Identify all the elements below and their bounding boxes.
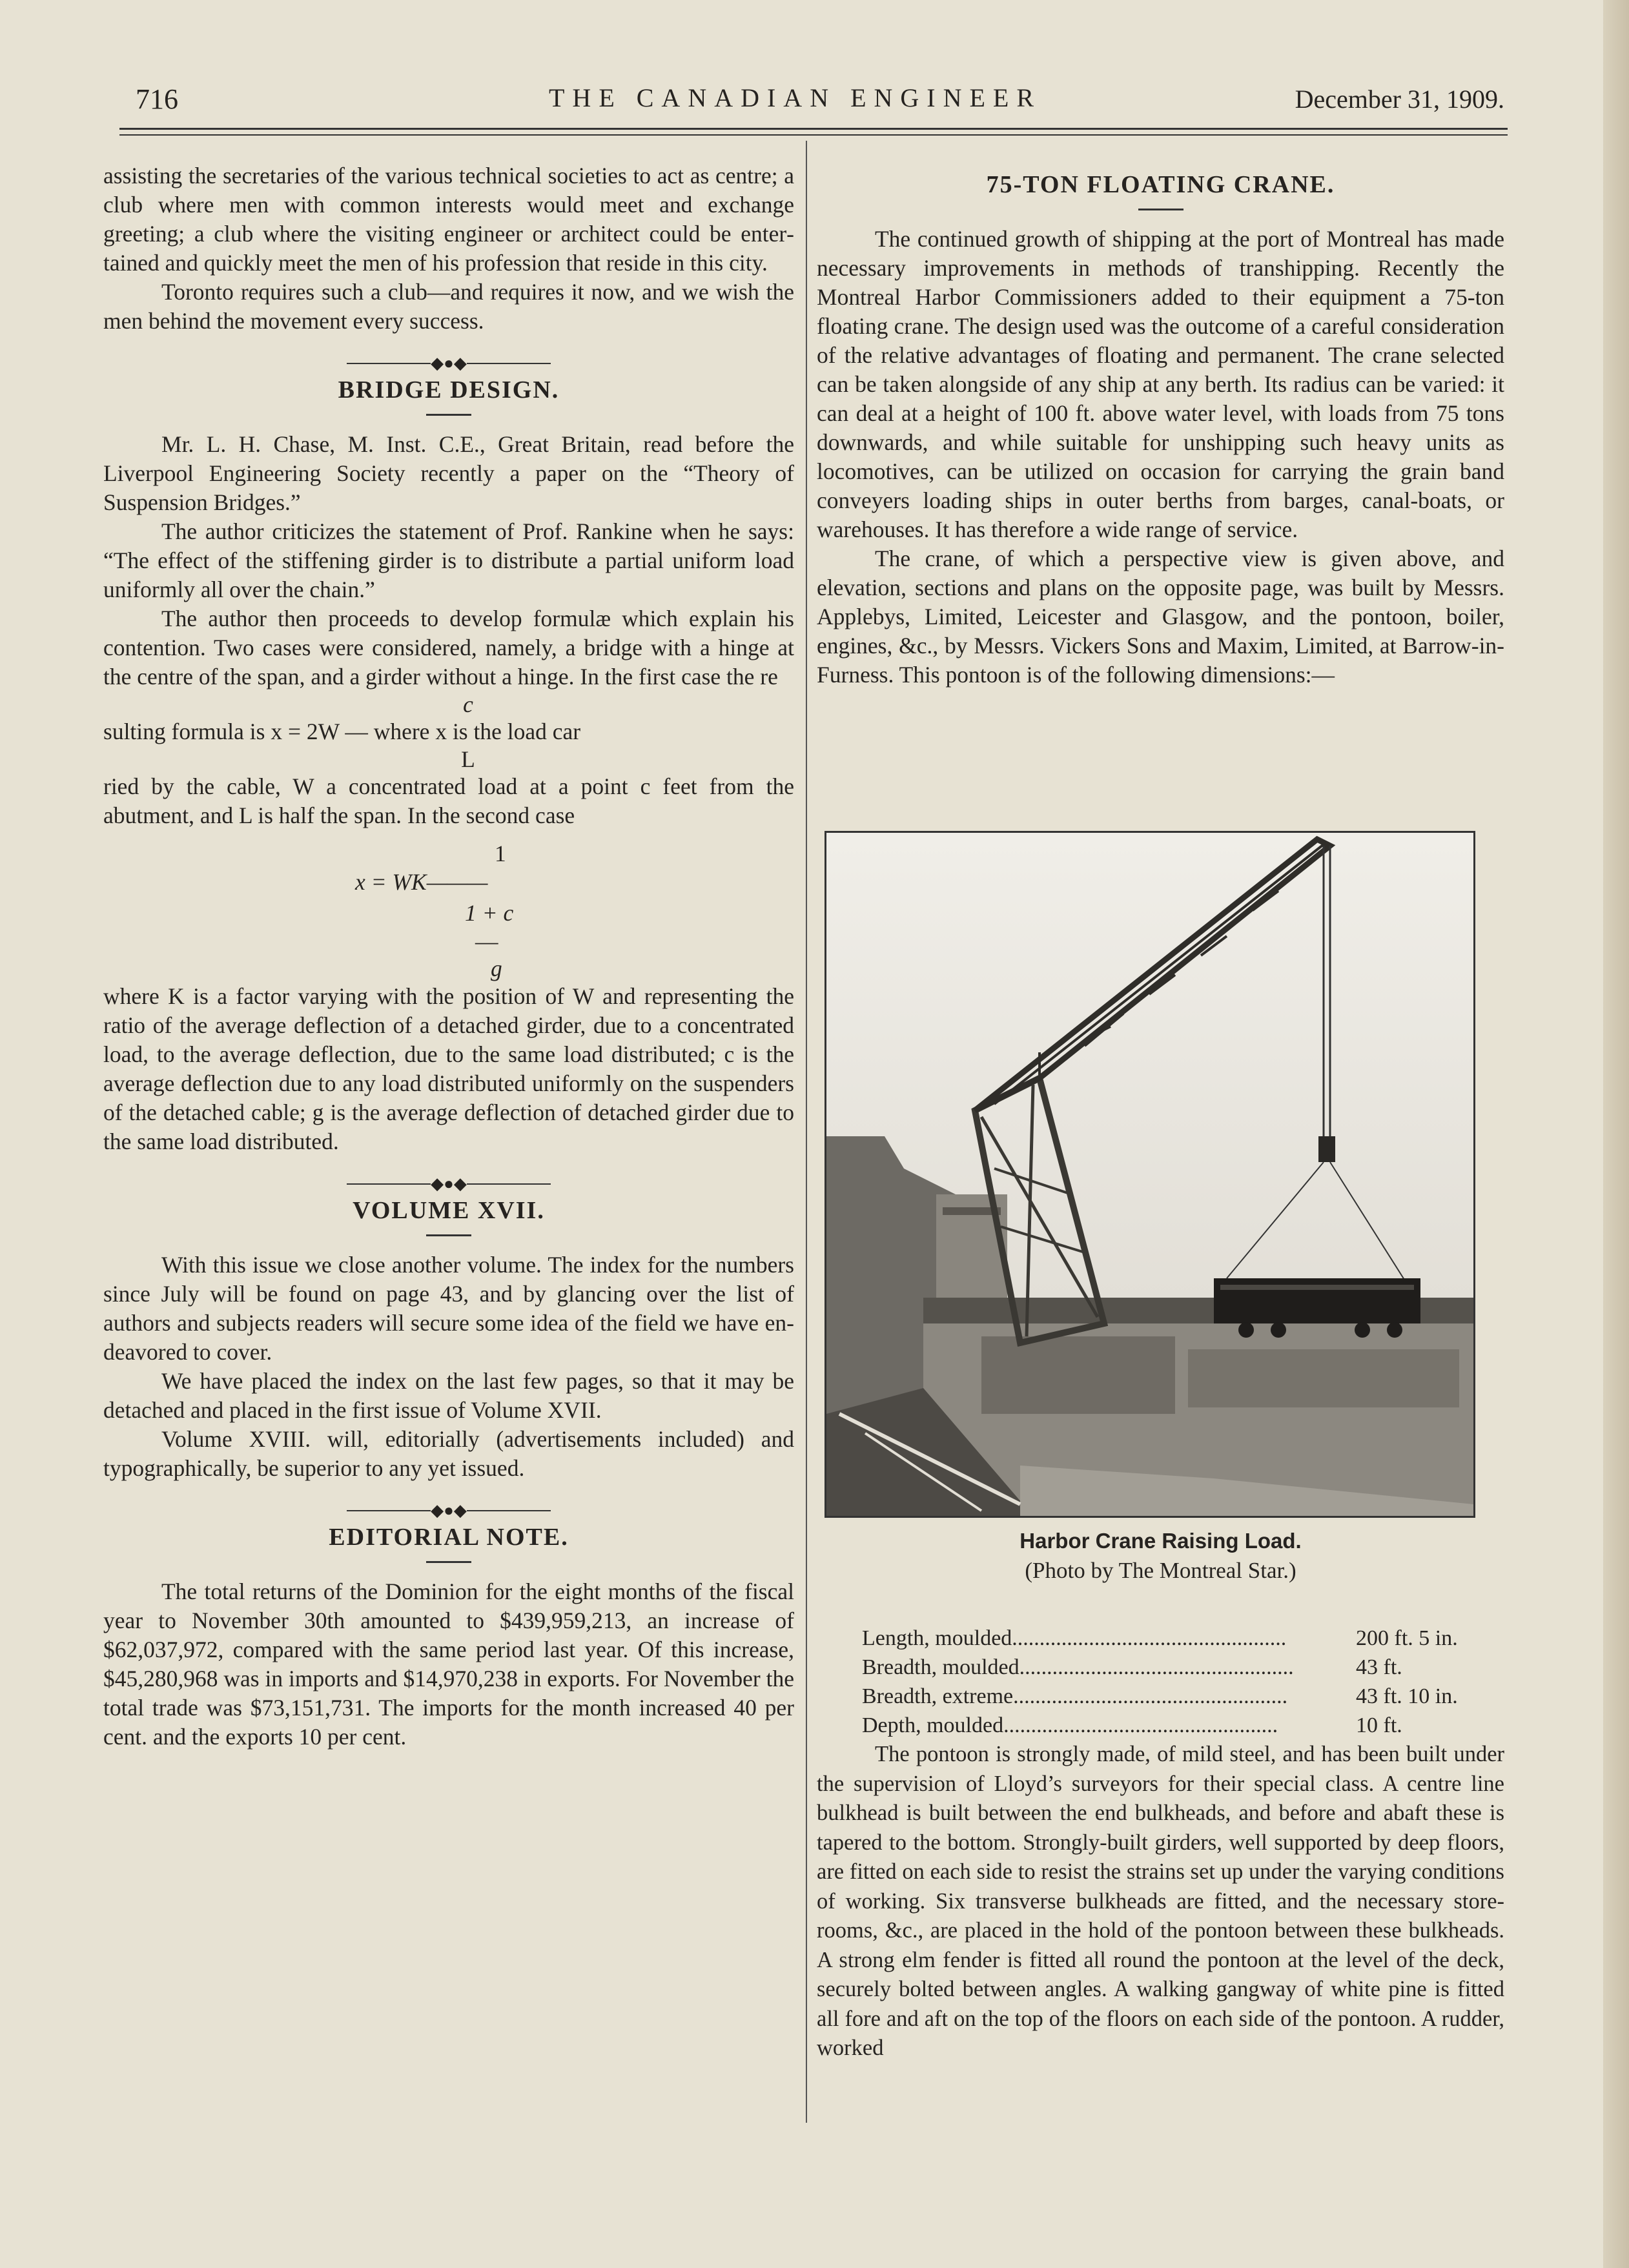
editorial-heading: EDITORIAL NOTE. bbox=[329, 1524, 569, 1551]
heading-dash bbox=[1138, 209, 1183, 210]
crane-photo-illustration bbox=[826, 833, 1473, 1516]
volume-paragraph: We have placed the index on the last few pages, so that it may be detached and placed in the first issue of Volume XVII. bbox=[103, 1368, 794, 1423]
bridge-paragraph: The author then proceeds to develop formulæ which explain his contention. Two cases were considered, namely, a bridge with a hinge at the centre of the span, and a girder without a hinge. In the first case the re bbox=[103, 606, 794, 690]
bridge-paragraph: ried by the cable, W a concentrated load at a point c feet from the abutment, and L is half the span. In the second case bbox=[103, 773, 794, 828]
heading-dash bbox=[426, 1561, 471, 1563]
formula-2-main: x = WK——— bbox=[355, 869, 488, 895]
spec-leader: .................................................. bbox=[1013, 1684, 1288, 1708]
right-column-lower bbox=[817, 1624, 1504, 2063]
spec-value: 10 ft. bbox=[1356, 1713, 1402, 1737]
crane-photo bbox=[825, 831, 1475, 1518]
photo-caption: Harbor Crane Raising Load. bbox=[1019, 1529, 1302, 1553]
formula-1-line: sulting formula is x = 2W — where x is the load car bbox=[103, 719, 581, 744]
crane-paragraph: The continued growth of shipping at the port of Montreal has made necessary improvements in methods of transhipping. Recently the Montreal Harbor Commissioners added to their equipment a 75-ton floating crane. The design used was the outcome of a careful consideration of the relative advantages of floating and permanent. The crane selected can be taken alongside of any ship at any berth. Its radius can be varied: it can deal at a height of 100 ft. above water level, with loads from 75 tons downwards, and while suitable for unshipping such heavy units as locomotives, can be utilized on occasion for carrying the grain band conveyers loading ships in outer berths from barges, canal-boats, or warehouses. It has therefore a wide range of service. bbox=[817, 226, 1504, 542]
journal-title: THE CANADIAN ENGINEER bbox=[549, 83, 1042, 112]
spec-row bbox=[862, 1653, 1504, 1682]
spec-row bbox=[862, 1682, 1504, 1711]
bridge-design-heading: BRIDGE DESIGN. bbox=[338, 376, 560, 404]
volume-heading: VOLUME XVII. bbox=[353, 1197, 545, 1224]
spec-leader: .................................................. bbox=[1012, 1626, 1287, 1650]
spec-value: 43 ft. bbox=[1356, 1655, 1402, 1679]
section-ornament: ◆●◆ bbox=[103, 349, 794, 364]
page-number: 716 bbox=[136, 83, 178, 115]
header-rule-secondary bbox=[119, 134, 1508, 136]
intro-paragraph: assisting the secretaries of the various technical societies to act as centre; a club where men with common interests would meet and exchange greeting; a club where the visiting engineer or architect could be entertained and quickly meet the men of his profession that reside in this city. bbox=[103, 163, 794, 276]
crane-paragraph: The crane, of which a perspective view is given above, and elevation, sections and plans on the opposite page, was built by Messrs. Applebys, Limited, Leicester and Glasgow, and the pontoon, boiler, engines, &c., by Messrs. Vickers Sons and Maxim, Limited, at Barrow-in-Furness. This pontoon is of the following dimensions:— bbox=[817, 546, 1504, 688]
photo-credit: (Photo by The Montreal Star.) bbox=[1025, 1558, 1296, 1583]
formula-2-bar: — bbox=[475, 928, 498, 954]
spec-row bbox=[862, 1624, 1504, 1653]
spec-label: Length, moulded bbox=[862, 1626, 1012, 1650]
formula-1-denominator: L bbox=[461, 746, 475, 772]
spec-leader: .................................................. bbox=[1019, 1655, 1294, 1679]
spec-value: 200 ft. 5 in. bbox=[1356, 1626, 1458, 1650]
formula-2-bottom: g bbox=[491, 955, 502, 981]
bridge-paragraph: where K is a factor varying with the position of W and representing the ratio of the average deflection of a detached girder, due to a concentrated load, to the average deflection, due to the same load distributed; c is the average deflection due to any load distributed uniformly on the suspenders of the detached cable; g is the average deflection of detached girder due to the same load distributed. bbox=[103, 983, 794, 1154]
spec-label: Breadth, extreme bbox=[862, 1684, 1014, 1708]
spec-value: 43 ft. 10 in. bbox=[1356, 1684, 1458, 1708]
formula-1-numerator: c bbox=[463, 691, 473, 717]
bridge-paragraph: Mr. L. H. Chase, M. Inst. C.E., Great Britain, read before the Liverpool Engineering Society recently a paper on the “Theory of Suspension Bridges.” bbox=[103, 431, 794, 515]
page-header bbox=[136, 83, 1504, 121]
right-column bbox=[817, 161, 1504, 690]
editorial-paragraph: The total returns of the Dominion for the eight months of the fiscal year to November 30th amounted to $439,959,213, an increase of $62,037,972, compared with the same period last year. Of this increase, $45,280,968 was in imports and $14,970,238 in exports. For November the total trade was $73,151,731. The imports for the month increased 40 per cent. and the exports 10 per cent. bbox=[103, 1578, 794, 1750]
formula-2 bbox=[103, 830, 794, 982]
header-rule bbox=[119, 128, 1508, 130]
left-column bbox=[103, 161, 794, 1752]
heading-dash bbox=[426, 1234, 471, 1236]
spec-label: Depth, moulded bbox=[862, 1713, 1004, 1737]
spec-leader: .................................................. bbox=[1003, 1713, 1278, 1737]
formula-2-middle: 1 + c bbox=[465, 900, 514, 926]
intro-paragraph: Toronto requires such a club—and requires it now, and we wish the men behind the movement every success. bbox=[103, 279, 794, 334]
heading-dash bbox=[426, 414, 471, 416]
crane-paragraph: The pontoon is strongly made, of mild steel, and has been built under the supervision of Lloyd’s surveyors for their special class. A centre line bulkhead is built between the end bulkheads, and before and abaft these is tapered to the bottom. Strongly-built girders, well supported by deep floors, are fitted on each side to resist the strains set up under the varying conditions of working. Six transverse bulkheads are fitted, and the necessary store-rooms, &c., are placed in the hold of the pontoon between these bulkheads. A strong elm fender is fitted all round the pontoon at the level of the deck, securely bolted between angles. A walking gangway of white pine is fitted all fore and aft on the top of the floors on each side of the pontoon. A rudder, worked bbox=[817, 1742, 1504, 2060]
issue-date: December 31, 1909. bbox=[1295, 85, 1504, 114]
bridge-paragraph: The author criticizes the statement of Prof. Rankine when he says: “The effect of the stiffening girder is to distribute a partial uniform load uniformly all over the chain.” bbox=[103, 518, 794, 602]
spec-row bbox=[862, 1711, 1504, 1740]
section-ornament: ◆●◆ bbox=[103, 1496, 794, 1511]
spec-label: Breadth, moulded bbox=[862, 1655, 1019, 1679]
volume-paragraph: With this issue we close another volume. The index for the numbers since July will be found on page 43, and by glancing over the list of authors and subjects readers will secure some idea of the field we have endeavored to cover. bbox=[103, 1252, 794, 1365]
column-divider bbox=[806, 141, 807, 2123]
crane-heading: 75-TON FLOATING CRANE. bbox=[986, 171, 1335, 198]
volume-paragraph: Volume XVIII. will, editorially (advertisements included) and typographically, be superior to any yet issued. bbox=[103, 1426, 794, 1481]
page-edge bbox=[1603, 0, 1629, 2268]
section-ornament: ◆●◆ bbox=[103, 1169, 794, 1185]
formula-2-top: 1 bbox=[495, 841, 506, 866]
